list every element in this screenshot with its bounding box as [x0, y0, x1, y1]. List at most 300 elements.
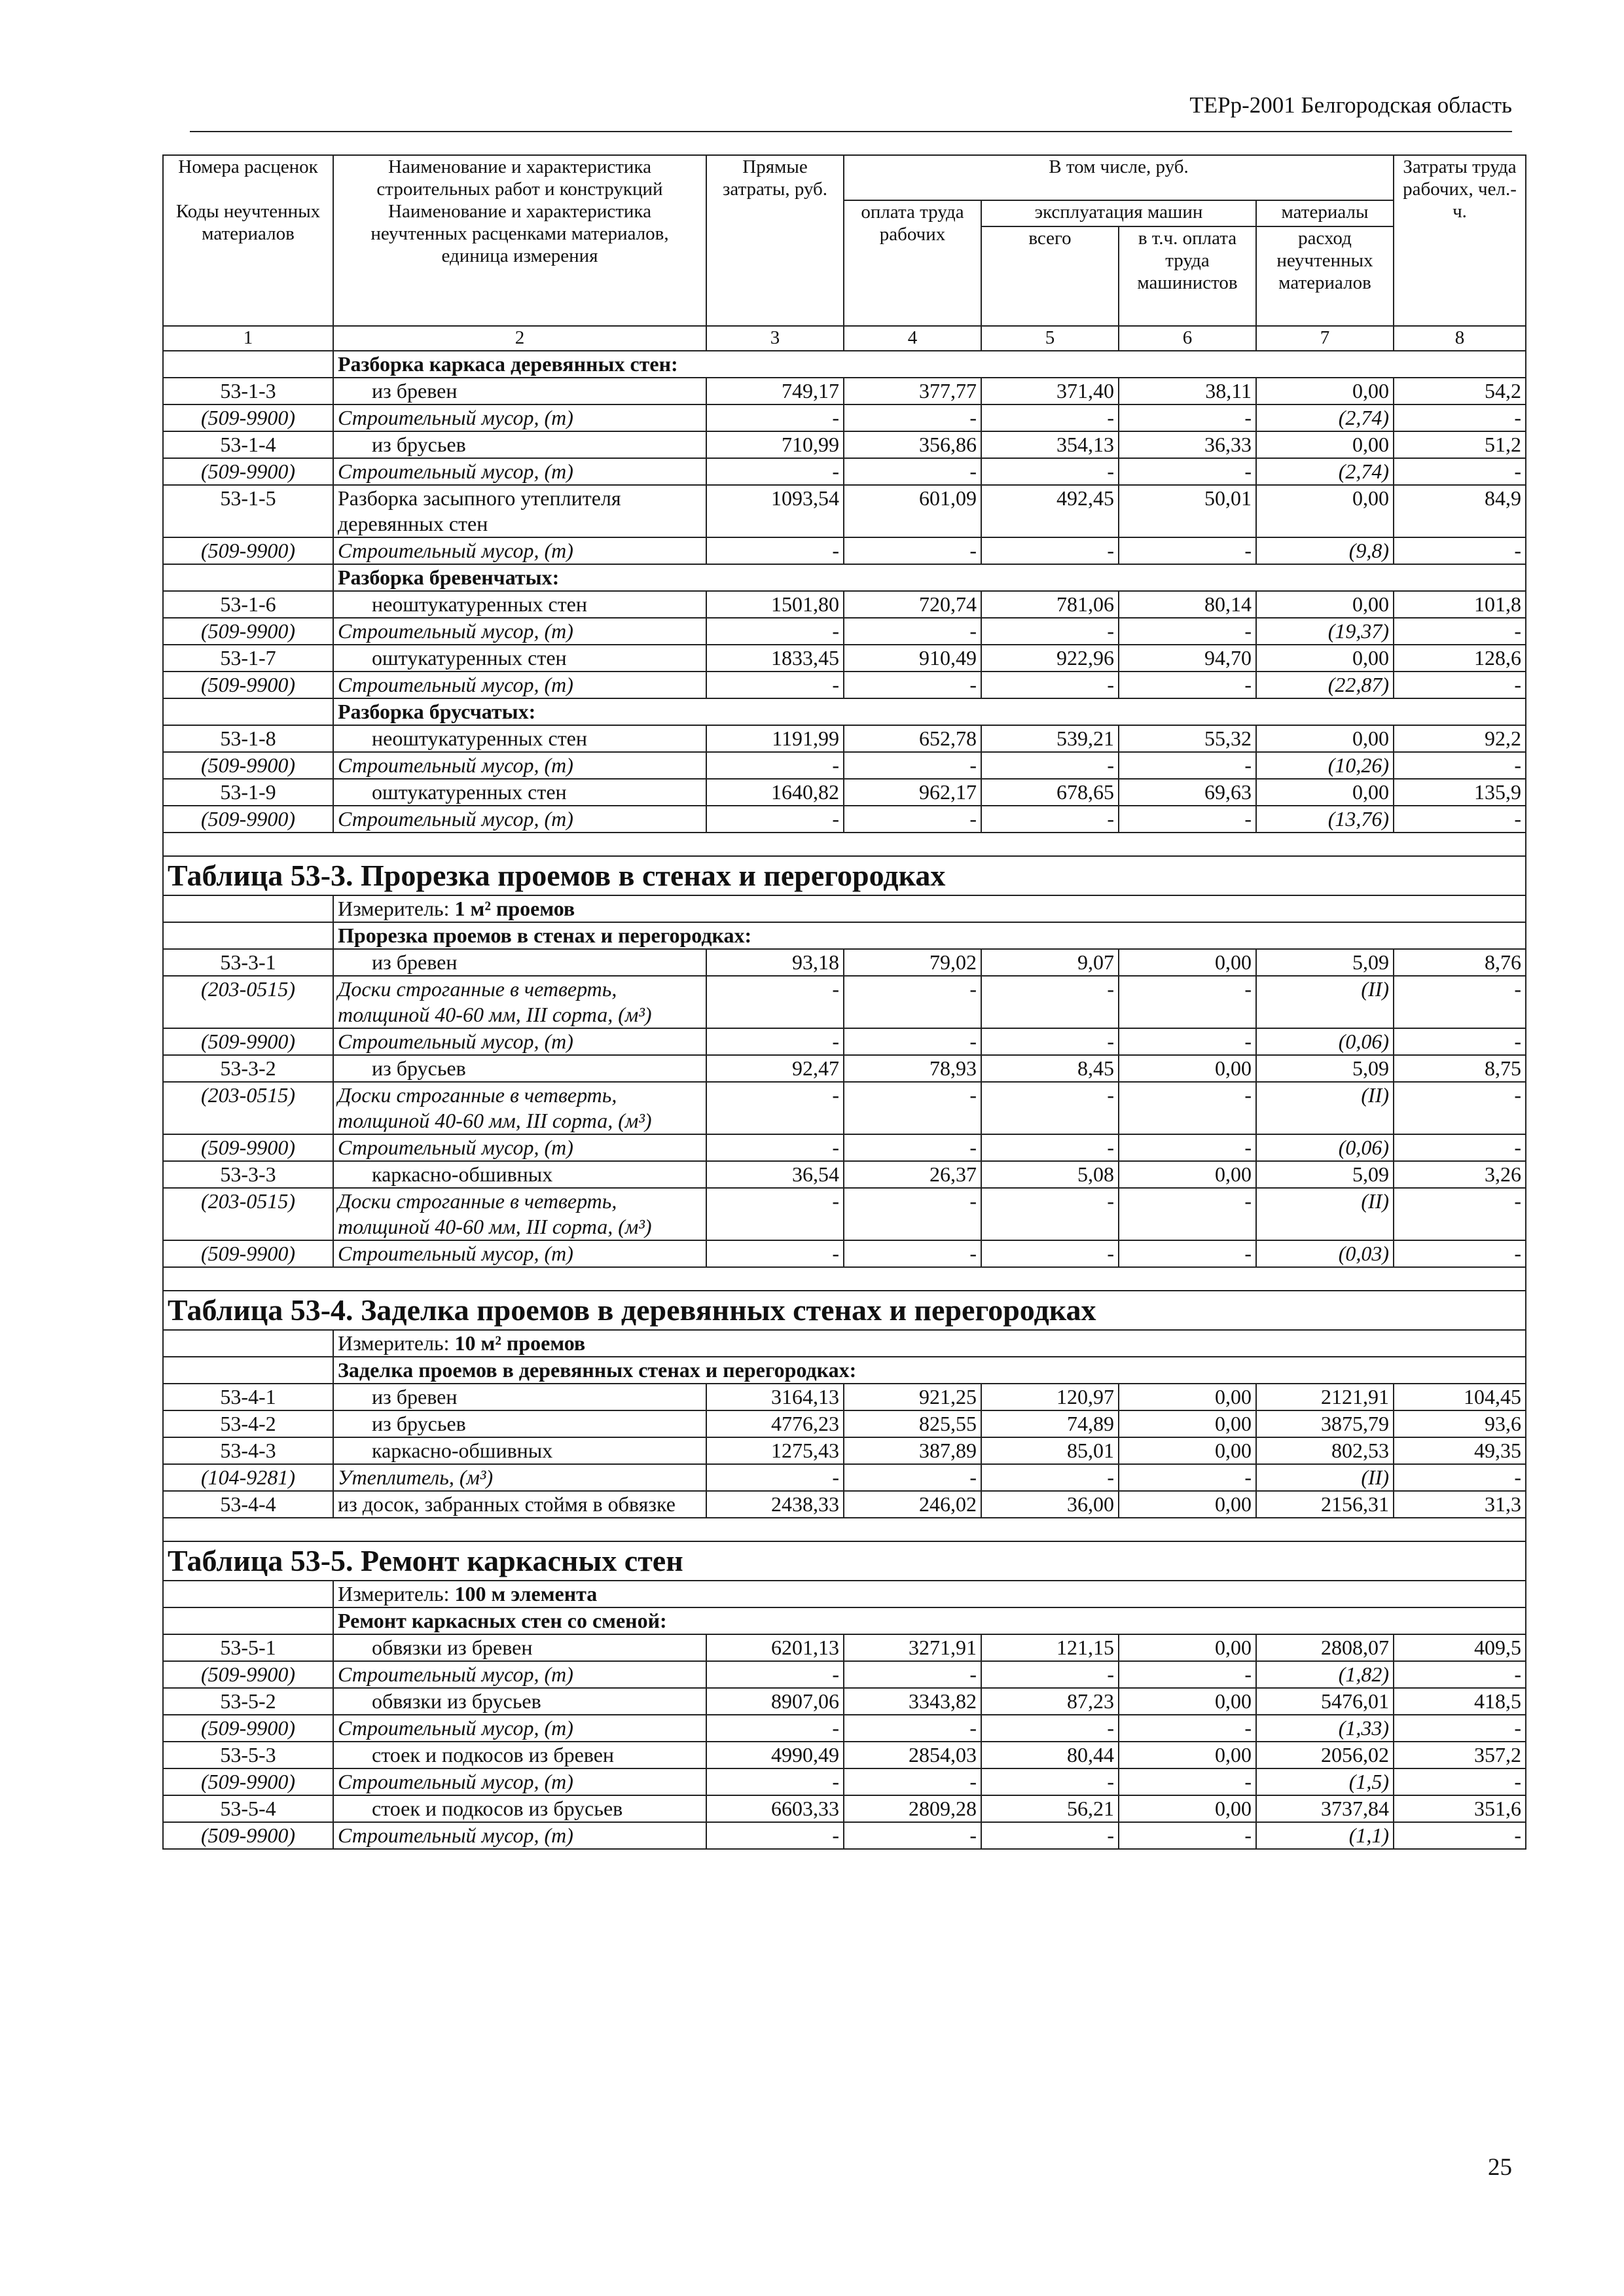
measure-unit-value: 1 м² проемов	[454, 897, 575, 920]
labor-hours: 93,6	[1394, 1410, 1526, 1437]
labor-hours: 104,45	[1394, 1384, 1526, 1410]
spacer-cell	[163, 1267, 1526, 1291]
group-spacer-cell	[163, 1357, 333, 1384]
col-number: 6	[1119, 326, 1256, 351]
worker-wages: -	[844, 1134, 981, 1161]
material-code: (203-0515)	[163, 1082, 333, 1134]
direct-cost: 6603,33	[706, 1795, 844, 1822]
spacer-cell	[163, 1518, 1526, 1541]
material-code: (509-9900)	[163, 1768, 333, 1795]
worker-wages: 377,77	[844, 378, 981, 404]
meter-spacer-cell	[163, 1330, 333, 1357]
measure-unit-row	[163, 895, 1526, 922]
col-header-machines: эксплуатация машин	[981, 200, 1256, 226]
col-header-codes-bottom: Коды неучтенных материалов	[163, 200, 333, 326]
measure-unit-row	[163, 1581, 1526, 1607]
direct-cost: -	[706, 1188, 844, 1240]
materials-cost: 3875,79	[1256, 1410, 1394, 1437]
material-code: (509-9900)	[163, 458, 333, 485]
direct-cost: 749,17	[706, 378, 844, 404]
worker-wages: 652,78	[844, 725, 981, 752]
operator-wages: -	[1119, 752, 1256, 779]
rate-row	[163, 1795, 1526, 1822]
direct-cost: 6201,13	[706, 1634, 844, 1661]
materials-cost: 2156,31	[1256, 1491, 1394, 1518]
materials-cost: 5,09	[1256, 1161, 1394, 1188]
machines-total: 56,21	[981, 1795, 1119, 1822]
material-name: Строительный мусор, (т)	[333, 1661, 706, 1688]
direct-cost: -	[706, 618, 844, 645]
group-heading: Прорезка проемов в стенах и перегородках:	[333, 922, 1526, 949]
direct-cost: 1640,82	[706, 779, 844, 806]
material-name: Доски строганные в четверть, толщиной 40-60 мм, III сорта, (м³)	[333, 1082, 706, 1134]
table-title: Таблица 53-3. Прорезка проемов в стенах и перегородках	[163, 856, 1526, 895]
worker-wages: -	[844, 1715, 981, 1742]
machines-total: 354,13	[981, 431, 1119, 458]
work-name: оштукатуренных стен	[333, 645, 706, 672]
work-name: из брусьев	[333, 431, 706, 458]
machines-total: 85,01	[981, 1437, 1119, 1464]
materials-cost: 2121,91	[1256, 1384, 1394, 1410]
col-header-name-top: Наименование и характеристика строительных работ и конструкций	[333, 155, 706, 200]
labor-hours: -	[1394, 1661, 1526, 1688]
material-row	[163, 1768, 1526, 1795]
labor-hours: -	[1394, 618, 1526, 645]
worker-wages: 2809,28	[844, 1795, 981, 1822]
group-heading-row	[163, 1357, 1526, 1384]
rate-code: 53-4-2	[163, 1410, 333, 1437]
group-spacer-cell	[163, 1607, 333, 1634]
spacer-row	[163, 1518, 1526, 1541]
materials-cost: 2056,02	[1256, 1742, 1394, 1768]
worker-wages: 246,02	[844, 1491, 981, 1518]
material-name: Доски строганные в четверть, толщиной 40-60 мм, III сорта, (м³)	[333, 1188, 706, 1240]
group-spacer-cell	[163, 922, 333, 949]
operator-wages: -	[1119, 458, 1256, 485]
operator-wages: 80,14	[1119, 591, 1256, 618]
direct-cost: -	[706, 1661, 844, 1688]
worker-wages: -	[844, 1822, 981, 1849]
rate-code: 53-1-5	[163, 485, 333, 537]
worker-wages: 78,93	[844, 1055, 981, 1082]
worker-wages: -	[844, 1028, 981, 1055]
direct-cost: 1501,80	[706, 591, 844, 618]
measure-unit	[333, 1330, 1526, 1357]
rate-row	[163, 779, 1526, 806]
worker-wages: -	[844, 976, 981, 1028]
work-name: обвязки из брусьев	[333, 1688, 706, 1715]
operator-wages: -	[1119, 1082, 1256, 1134]
worker-wages: -	[844, 672, 981, 698]
operator-wages: 0,00	[1119, 1795, 1256, 1822]
machines-total: 120,97	[981, 1384, 1119, 1410]
materials-cost: 802,53	[1256, 1437, 1394, 1464]
rate-row	[163, 1384, 1526, 1410]
material-row	[163, 1822, 1526, 1849]
direct-cost: 8907,06	[706, 1688, 844, 1715]
direct-cost: 1191,99	[706, 725, 844, 752]
labor-hours: 409,5	[1394, 1634, 1526, 1661]
table-title-row	[163, 1541, 1526, 1581]
worker-wages: -	[844, 1464, 981, 1491]
materials-cost: (0,03)	[1256, 1240, 1394, 1267]
material-code: (509-9900)	[163, 806, 333, 833]
spacer-row	[163, 1267, 1526, 1291]
work-name: из брусьев	[333, 1055, 706, 1082]
rate-code: 53-5-3	[163, 1742, 333, 1768]
direct-cost: 93,18	[706, 949, 844, 976]
page-number: 25	[1488, 2154, 1512, 2181]
rate-row	[163, 431, 1526, 458]
operator-wages: 0,00	[1119, 1688, 1256, 1715]
direct-cost: -	[706, 1822, 844, 1849]
col-header-labor: Затраты труда рабочих, чел.-ч.	[1394, 155, 1526, 326]
materials-cost: (2,74)	[1256, 404, 1394, 431]
rate-row	[163, 591, 1526, 618]
machines-total: -	[981, 1822, 1119, 1849]
labor-hours: 31,3	[1394, 1491, 1526, 1518]
spacer-cell	[163, 833, 1526, 856]
machines-total: -	[981, 1134, 1119, 1161]
measure-unit-label: Измеритель:	[338, 897, 450, 920]
labor-hours: 92,2	[1394, 725, 1526, 752]
materials-cost: 0,00	[1256, 645, 1394, 672]
direct-cost: -	[706, 537, 844, 564]
direct-cost: 4990,49	[706, 1742, 844, 1768]
work-name: каркасно-обшивных	[333, 1437, 706, 1464]
group-heading-row	[163, 351, 1526, 378]
operator-wages: 0,00	[1119, 1742, 1256, 1768]
col-number: 7	[1256, 326, 1394, 351]
labor-hours: -	[1394, 1028, 1526, 1055]
work-name: неоштукатуренных стен	[333, 591, 706, 618]
machines-total: 5,08	[981, 1161, 1119, 1188]
measure-unit-label: Измеритель:	[338, 1331, 450, 1355]
col-header-materials: материалы	[1256, 200, 1394, 226]
material-row	[163, 976, 1526, 1028]
rate-code: 53-5-1	[163, 1634, 333, 1661]
machines-total: 678,65	[981, 779, 1119, 806]
group-heading: Разборка бревенчатых:	[333, 564, 1526, 591]
material-code: (509-9900)	[163, 404, 333, 431]
group-heading-row	[163, 1607, 1526, 1634]
direct-cost: -	[706, 1134, 844, 1161]
rates-table	[162, 154, 1526, 1850]
work-name: из бревен	[333, 378, 706, 404]
col-header-codes-top: Номера расценок	[163, 155, 333, 200]
machines-total: -	[981, 618, 1119, 645]
rate-code: 53-4-1	[163, 1384, 333, 1410]
machines-total: -	[981, 976, 1119, 1028]
material-code: (509-9900)	[163, 1661, 333, 1688]
material-name: Строительный мусор, (т)	[333, 537, 706, 564]
direct-cost: -	[706, 672, 844, 698]
labor-hours: 3,26	[1394, 1161, 1526, 1188]
worker-wages: 3271,91	[844, 1634, 981, 1661]
rate-row	[163, 1161, 1526, 1188]
labor-hours: 128,6	[1394, 645, 1526, 672]
machines-total: 87,23	[981, 1688, 1119, 1715]
direct-cost: -	[706, 806, 844, 833]
worker-wages: -	[844, 458, 981, 485]
material-code: (509-9900)	[163, 1240, 333, 1267]
materials-cost: 0,00	[1256, 485, 1394, 537]
direct-cost: -	[706, 1464, 844, 1491]
col-header-direct-costs: Прямые затраты, руб.	[706, 155, 844, 326]
machines-total: -	[981, 1240, 1119, 1267]
materials-cost: 0,00	[1256, 725, 1394, 752]
work-name: Разборка засыпного утеплителя деревянных стен	[333, 485, 706, 537]
meter-spacer-cell	[163, 1581, 333, 1607]
worker-wages: 921,25	[844, 1384, 981, 1410]
labor-hours: 84,9	[1394, 485, 1526, 537]
spacer-row	[163, 833, 1526, 856]
labor-hours: -	[1394, 672, 1526, 698]
labor-hours: -	[1394, 1822, 1526, 1849]
work-name: каркасно-обшивных	[333, 1161, 706, 1188]
labor-hours: 357,2	[1394, 1742, 1526, 1768]
group-heading: Разборка каркаса деревянных стен:	[333, 351, 1526, 378]
worker-wages: 601,09	[844, 485, 981, 537]
materials-cost: 0,00	[1256, 779, 1394, 806]
material-row	[163, 1240, 1526, 1267]
operator-wages: 50,01	[1119, 485, 1256, 537]
machines-total: 36,00	[981, 1491, 1119, 1518]
worker-wages: -	[844, 537, 981, 564]
measure-unit	[333, 895, 1526, 922]
material-code: (509-9900)	[163, 1822, 333, 1849]
materials-cost: (1,1)	[1256, 1822, 1394, 1849]
group-heading: Разборка брусчатых:	[333, 698, 1526, 725]
materials-cost: 0,00	[1256, 591, 1394, 618]
materials-cost: (10,26)	[1256, 752, 1394, 779]
machines-total: -	[981, 1082, 1119, 1134]
worker-wages: 356,86	[844, 431, 981, 458]
labor-hours: 8,76	[1394, 949, 1526, 976]
labor-hours: -	[1394, 1188, 1526, 1240]
col-number: 2	[333, 326, 706, 351]
operator-wages: -	[1119, 1028, 1256, 1055]
materials-cost: 5,09	[1256, 1055, 1394, 1082]
rate-row	[163, 725, 1526, 752]
rate-code: 53-1-7	[163, 645, 333, 672]
material-row	[163, 1661, 1526, 1688]
machines-total: 8,45	[981, 1055, 1119, 1082]
group-heading: Ремонт каркасных стен со сменой:	[333, 1607, 1526, 1634]
machines-total: -	[981, 1715, 1119, 1742]
direct-cost: -	[706, 1240, 844, 1267]
operator-wages: -	[1119, 976, 1256, 1028]
material-row	[163, 672, 1526, 698]
group-heading-row	[163, 698, 1526, 725]
operator-wages: 0,00	[1119, 1384, 1256, 1410]
operator-wages: -	[1119, 1188, 1256, 1240]
materials-cost: (9,8)	[1256, 537, 1394, 564]
rate-row	[163, 1491, 1526, 1518]
machines-total: -	[981, 1028, 1119, 1055]
direct-cost: 1093,54	[706, 485, 844, 537]
work-name: обвязки из бревен	[333, 1634, 706, 1661]
materials-cost: 0,00	[1256, 378, 1394, 404]
rate-row	[163, 1410, 1526, 1437]
machines-total: 74,89	[981, 1410, 1119, 1437]
labor-hours: 54,2	[1394, 378, 1526, 404]
worker-wages: 825,55	[844, 1410, 981, 1437]
materials-cost: (1,5)	[1256, 1768, 1394, 1795]
machines-total: 922,96	[981, 645, 1119, 672]
material-code: (509-9900)	[163, 1134, 333, 1161]
group-spacer-cell	[163, 351, 333, 378]
operator-wages: 36,33	[1119, 431, 1256, 458]
labor-hours: -	[1394, 976, 1526, 1028]
operator-wages: 0,00	[1119, 1437, 1256, 1464]
material-code: (203-0515)	[163, 976, 333, 1028]
material-row	[163, 458, 1526, 485]
col-header-material-usage: расход неучтенных материалов	[1256, 226, 1394, 326]
materials-cost: 2808,07	[1256, 1634, 1394, 1661]
materials-cost: 3737,84	[1256, 1795, 1394, 1822]
material-name: Строительный мусор, (т)	[333, 1134, 706, 1161]
group-heading-row	[163, 922, 1526, 949]
labor-hours: -	[1394, 1240, 1526, 1267]
machines-total: 9,07	[981, 949, 1119, 976]
material-name: Строительный мусор, (т)	[333, 458, 706, 485]
rate-code: 53-1-8	[163, 725, 333, 752]
worker-wages: 910,49	[844, 645, 981, 672]
group-spacer-cell	[163, 698, 333, 725]
materials-cost: (II)	[1256, 1082, 1394, 1134]
material-code: (509-9900)	[163, 537, 333, 564]
machines-total: 492,45	[981, 485, 1119, 537]
operator-wages: -	[1119, 672, 1256, 698]
worker-wages: 26,37	[844, 1161, 981, 1188]
rate-code: 53-1-6	[163, 591, 333, 618]
worker-wages: -	[844, 404, 981, 431]
materials-cost: (II)	[1256, 976, 1394, 1028]
work-name: стоек и подкосов из бревен	[333, 1742, 706, 1768]
machines-total: -	[981, 1188, 1119, 1240]
machines-total: -	[981, 1768, 1119, 1795]
machines-total: -	[981, 458, 1119, 485]
work-name: из бревен	[333, 1384, 706, 1410]
labor-hours: -	[1394, 404, 1526, 431]
worker-wages: 962,17	[844, 779, 981, 806]
materials-cost: (0,06)	[1256, 1028, 1394, 1055]
operator-wages: 94,70	[1119, 645, 1256, 672]
worker-wages: 79,02	[844, 949, 981, 976]
group-spacer-cell	[163, 564, 333, 591]
material-row	[163, 1188, 1526, 1240]
worker-wages: -	[844, 618, 981, 645]
rate-code: 53-3-3	[163, 1161, 333, 1188]
group-heading-row	[163, 564, 1526, 591]
rate-code: 53-4-4	[163, 1491, 333, 1518]
materials-cost: (2,74)	[1256, 458, 1394, 485]
materials-cost: (1,82)	[1256, 1661, 1394, 1688]
work-name: из бревен	[333, 949, 706, 976]
material-code: (509-9900)	[163, 618, 333, 645]
direct-cost: 92,47	[706, 1055, 844, 1082]
measure-unit-value: 100 м элемента	[454, 1582, 598, 1605]
material-row	[163, 752, 1526, 779]
work-name: из брусьев	[333, 1410, 706, 1437]
materials-cost: (13,76)	[1256, 806, 1394, 833]
operator-wages: -	[1119, 1768, 1256, 1795]
work-name: оштукатуренных стен	[333, 779, 706, 806]
direct-cost: -	[706, 1768, 844, 1795]
worker-wages: 3343,82	[844, 1688, 981, 1715]
measure-unit	[333, 1581, 1526, 1607]
measure-unit-label: Измеритель:	[338, 1582, 450, 1605]
material-row	[163, 1028, 1526, 1055]
labor-hours: 135,9	[1394, 779, 1526, 806]
labor-hours: -	[1394, 1715, 1526, 1742]
direct-cost: -	[706, 1028, 844, 1055]
rate-row	[163, 1742, 1526, 1768]
material-name: Строительный мусор, (т)	[333, 752, 706, 779]
work-name: стоек и подкосов из брусьев	[333, 1795, 706, 1822]
operator-wages: 69,63	[1119, 779, 1256, 806]
worker-wages: -	[844, 1188, 981, 1240]
direct-cost: -	[706, 404, 844, 431]
operator-wages: -	[1119, 537, 1256, 564]
labor-hours: -	[1394, 1464, 1526, 1491]
labor-hours: 8,75	[1394, 1055, 1526, 1082]
material-row	[163, 618, 1526, 645]
operator-wages: -	[1119, 1240, 1256, 1267]
material-row	[163, 404, 1526, 431]
table-title: Таблица 53-5. Ремонт каркасных стен	[163, 1541, 1526, 1581]
operator-wages: 0,00	[1119, 1055, 1256, 1082]
labor-hours: -	[1394, 1082, 1526, 1134]
direct-cost: -	[706, 752, 844, 779]
materials-cost: 5476,01	[1256, 1688, 1394, 1715]
operator-wages: 0,00	[1119, 1161, 1256, 1188]
meter-spacer-cell	[163, 895, 333, 922]
material-code: (509-9900)	[163, 1028, 333, 1055]
rate-row	[163, 1688, 1526, 1715]
machines-total: 539,21	[981, 725, 1119, 752]
labor-hours: -	[1394, 458, 1526, 485]
col-header-operator-wages: в т.ч. оплата труда машинистов	[1119, 226, 1256, 326]
machines-total: -	[981, 672, 1119, 698]
table-title-row	[163, 856, 1526, 895]
col-header-wages: оплата труда рабочих	[844, 200, 981, 326]
material-row	[163, 806, 1526, 833]
material-row	[163, 1082, 1526, 1134]
machines-total: 781,06	[981, 591, 1119, 618]
machines-total: -	[981, 806, 1119, 833]
labor-hours: -	[1394, 537, 1526, 564]
direct-cost: -	[706, 976, 844, 1028]
material-name: Строительный мусор, (т)	[333, 806, 706, 833]
materials-cost: (0,06)	[1256, 1134, 1394, 1161]
operator-wages: -	[1119, 618, 1256, 645]
material-code: (509-9900)	[163, 1715, 333, 1742]
labor-hours: -	[1394, 1134, 1526, 1161]
material-row	[163, 1715, 1526, 1742]
worker-wages: -	[844, 1768, 981, 1795]
worker-wages: -	[844, 1082, 981, 1134]
direct-cost: 36,54	[706, 1161, 844, 1188]
operator-wages: -	[1119, 806, 1256, 833]
operator-wages: 0,00	[1119, 1410, 1256, 1437]
labor-hours: 51,2	[1394, 431, 1526, 458]
material-name: Строительный мусор, (т)	[333, 1768, 706, 1795]
materials-cost: (II)	[1256, 1464, 1394, 1491]
col-number: 5	[981, 326, 1119, 351]
rate-code: 53-1-9	[163, 779, 333, 806]
